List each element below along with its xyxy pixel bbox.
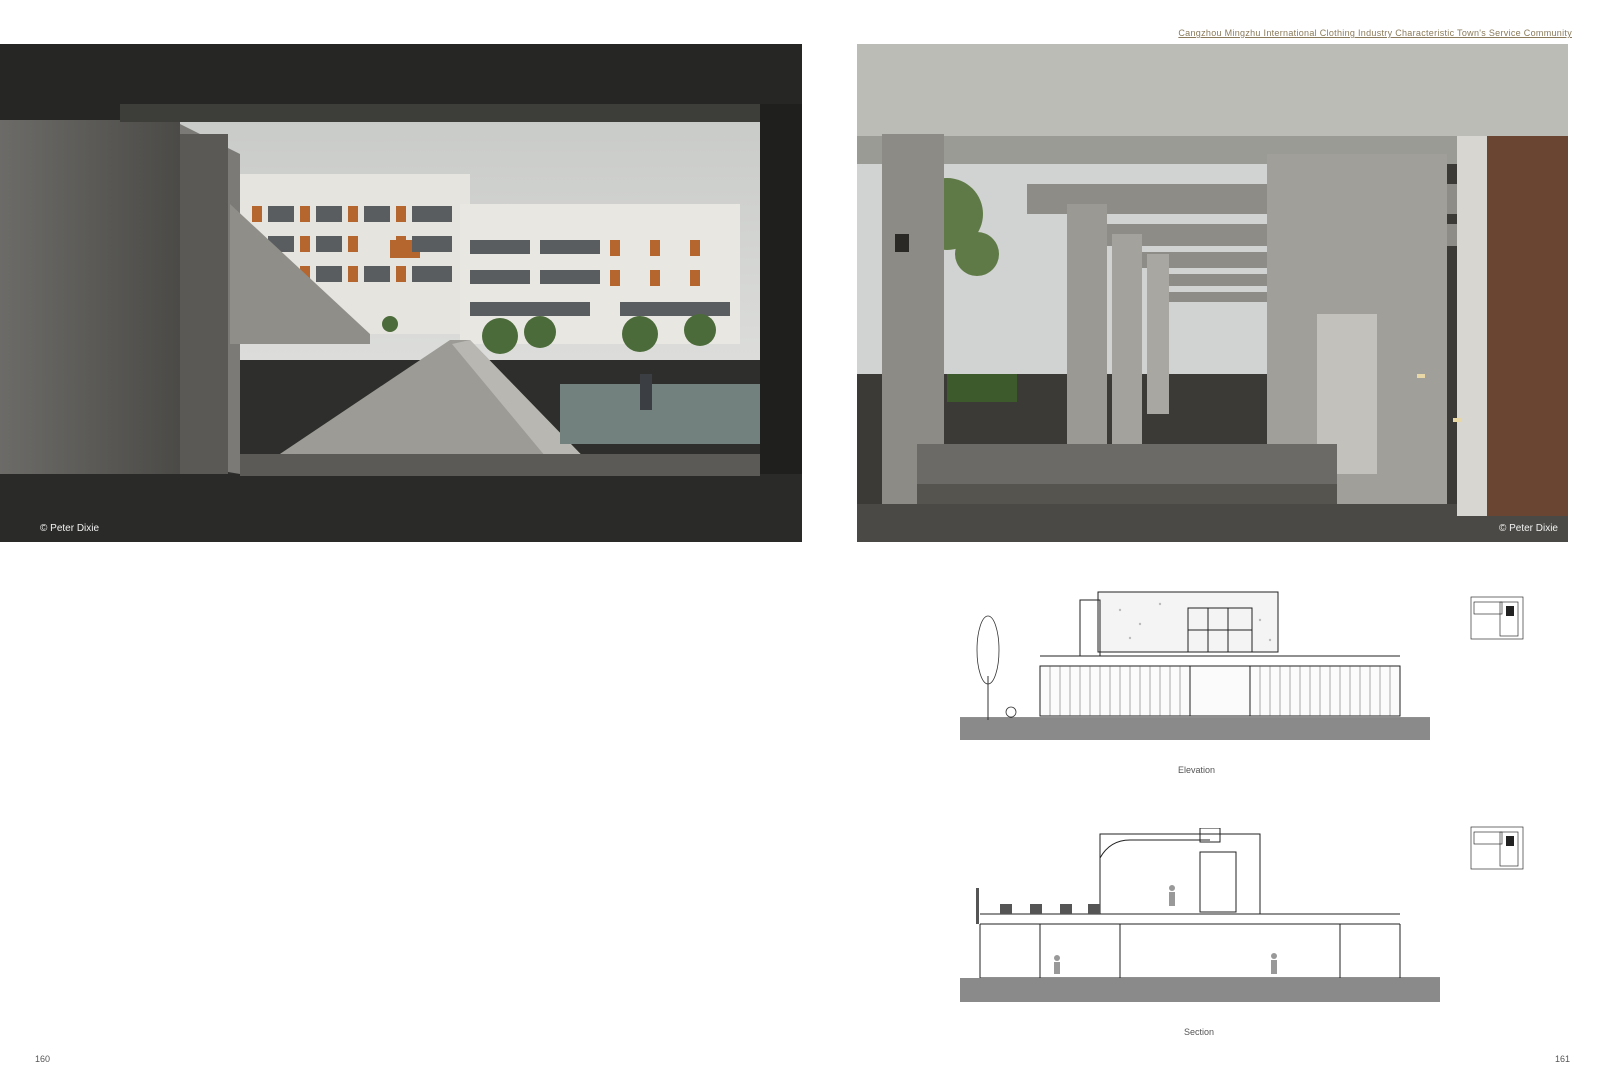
text-column-left xyxy=(35,597,386,613)
section-drawing xyxy=(960,828,1440,1018)
colonnade-photo xyxy=(857,44,1568,542)
elevation-drawing xyxy=(960,590,1430,758)
page-number: 160 xyxy=(35,1054,51,1064)
photo-credit: © Peter Dixie xyxy=(1498,523,1558,534)
text-column-middle xyxy=(400,597,750,613)
courtyard-photo xyxy=(0,44,802,542)
key-plan-thumbnail xyxy=(1470,826,1524,870)
page-number: 161 xyxy=(1555,1054,1571,1064)
key-plan-thumbnail xyxy=(1470,596,1524,640)
running-title: Cangzhou Mingzhu International Clothing Industry Characteristic Town's Service Community xyxy=(1178,28,1572,38)
photo-credit: © Peter Dixie xyxy=(40,523,100,534)
elevation-caption: Elevation xyxy=(1178,765,1216,775)
section-caption: Section xyxy=(1184,1027,1215,1037)
